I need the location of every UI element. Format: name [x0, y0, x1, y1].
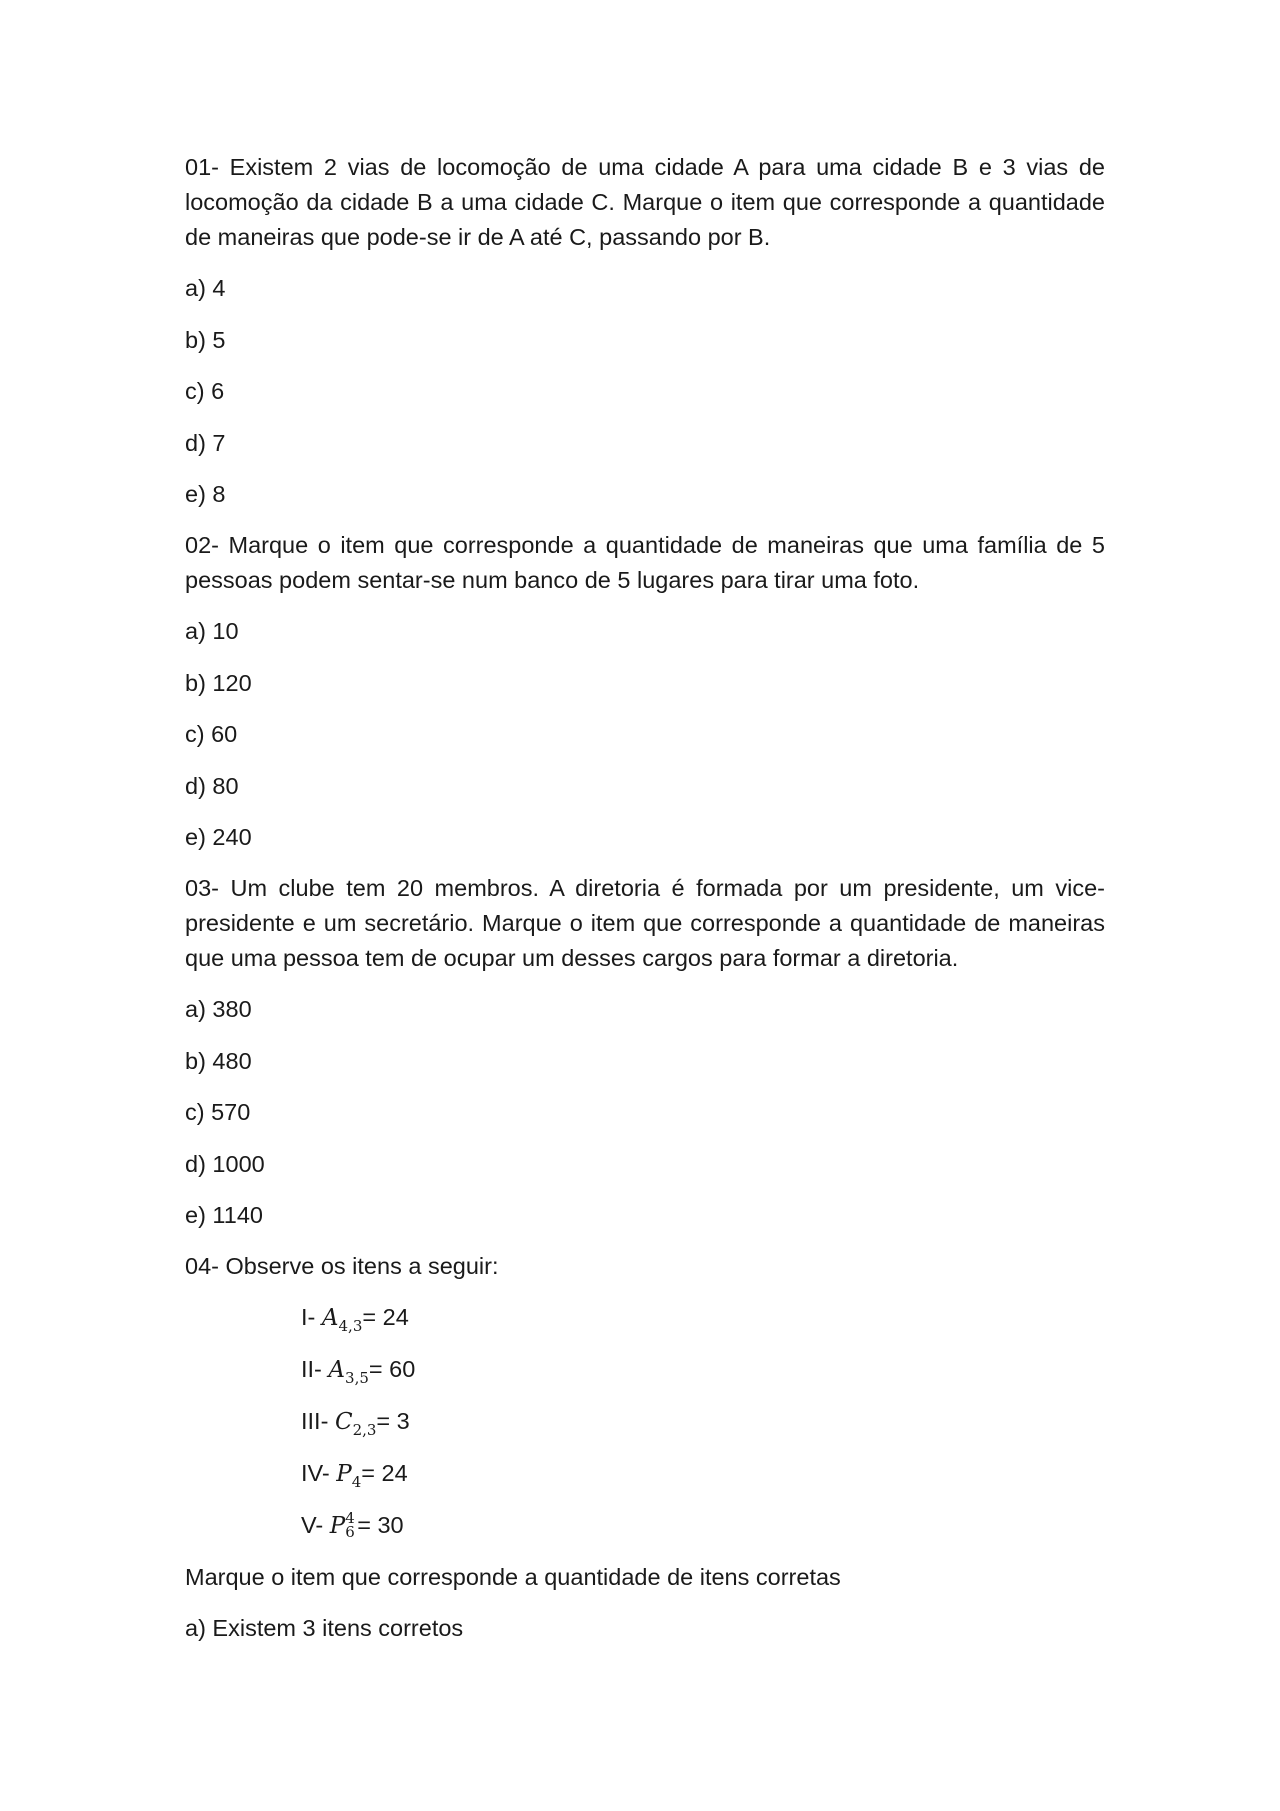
question-2-option-b: b) 120 — [185, 669, 252, 696]
question-2-option-e: e) 240 — [185, 824, 252, 850]
question-1-option-d: d) 7 — [185, 429, 226, 456]
question-3-option-e: e) 1140 — [185, 1202, 263, 1228]
question-4-prompt: Marque o item que corresponde a quantidade de itens corretas — [185, 1564, 841, 1590]
question-3-option-c: c) 570 — [185, 1099, 251, 1125]
question-2-options — [185, 614, 1105, 855]
question-1-text: 01- Existem 2 vias de locomoção de uma cidade A para uma cidade B e 3 vias de locomoção da cidade B a uma cidade C. Marque o item que corresponde a quantidade de maneiras que pode-se ir de A até C, passando por B. — [185, 154, 1105, 250]
item-value: = 60 — [368, 1356, 416, 1382]
item-label: II- — [301, 1356, 322, 1382]
math-symbol: A — [321, 1305, 339, 1331]
math-subscript: 3,5 — [345, 1369, 369, 1387]
question-1-option-a: a) 4 — [185, 275, 226, 301]
document-page — [185, 150, 1105, 1663]
question-1-options — [185, 271, 1105, 512]
question-4-option-a: a) Existem 3 itens corretos — [185, 1615, 464, 1641]
question-3-option-d: d) 1000 — [185, 1150, 265, 1177]
item-label: III- — [301, 1408, 329, 1434]
math-subscript: 4,3 — [338, 1317, 363, 1335]
question-4-item-2 — [301, 1352, 1105, 1387]
math-symbol: P — [336, 1461, 352, 1487]
question-3-option-a: a) 380 — [185, 996, 252, 1022]
question-1-option-c: c) 6 — [185, 378, 225, 404]
question-1-option-e: e) 8 — [185, 481, 226, 507]
math-subscript: 6 — [345, 1523, 355, 1541]
question-4-options — [185, 1611, 1105, 1646]
item-label: I- — [301, 1304, 316, 1330]
question-4-item-5 — [301, 1508, 1105, 1543]
item-label: V- — [301, 1512, 324, 1538]
question-2-text: 02- Marque o item que corresponde a quantidade de maneiras que uma família de 5 pessoas podem sentar-se num banco de 5 lugares para tirar uma foto. — [185, 532, 1105, 593]
question-4-item-4 — [301, 1456, 1105, 1491]
question-4-items — [185, 1300, 1105, 1543]
question-2-option-c: c) 60 — [185, 721, 238, 747]
question-4-intro: 04- Observe os itens a seguir: — [185, 1253, 499, 1279]
item-value: = 24 — [361, 1460, 408, 1486]
math-subscript: 2,3 — [352, 1421, 377, 1439]
math-subscript: 4 — [351, 1473, 362, 1491]
question-2-option-d: d) 80 — [185, 772, 239, 799]
math-sup-sub — [345, 1511, 357, 1541]
item-value: = 24 — [362, 1304, 409, 1330]
math-symbol: A — [328, 1357, 346, 1383]
question-4-item-1 — [301, 1300, 1105, 1335]
question-3-text: 03- Um clube tem 20 membros. A diretoria é formada por um presidente, um vice-presidente e um secretário. Marque o item que corresponde a quantidade de maneiras que uma pessoa tem de ocupar um desses cargos para formar a diretoria. — [185, 875, 1105, 971]
math-symbol: P — [329, 1513, 346, 1539]
item-value: = 3 — [376, 1408, 410, 1434]
math-symbol: C — [334, 1409, 353, 1435]
question-3-option-b: b) 480 — [185, 1047, 252, 1074]
question-4-item-3 — [301, 1404, 1105, 1439]
math-superscript: 4 — [345, 1509, 355, 1527]
question-2-option-a: a) 10 — [185, 618, 239, 644]
question-3-options — [185, 992, 1105, 1233]
item-label: IV- — [301, 1460, 330, 1486]
item-value: = 30 — [357, 1512, 404, 1538]
question-1-option-b: b) 5 — [185, 326, 226, 353]
